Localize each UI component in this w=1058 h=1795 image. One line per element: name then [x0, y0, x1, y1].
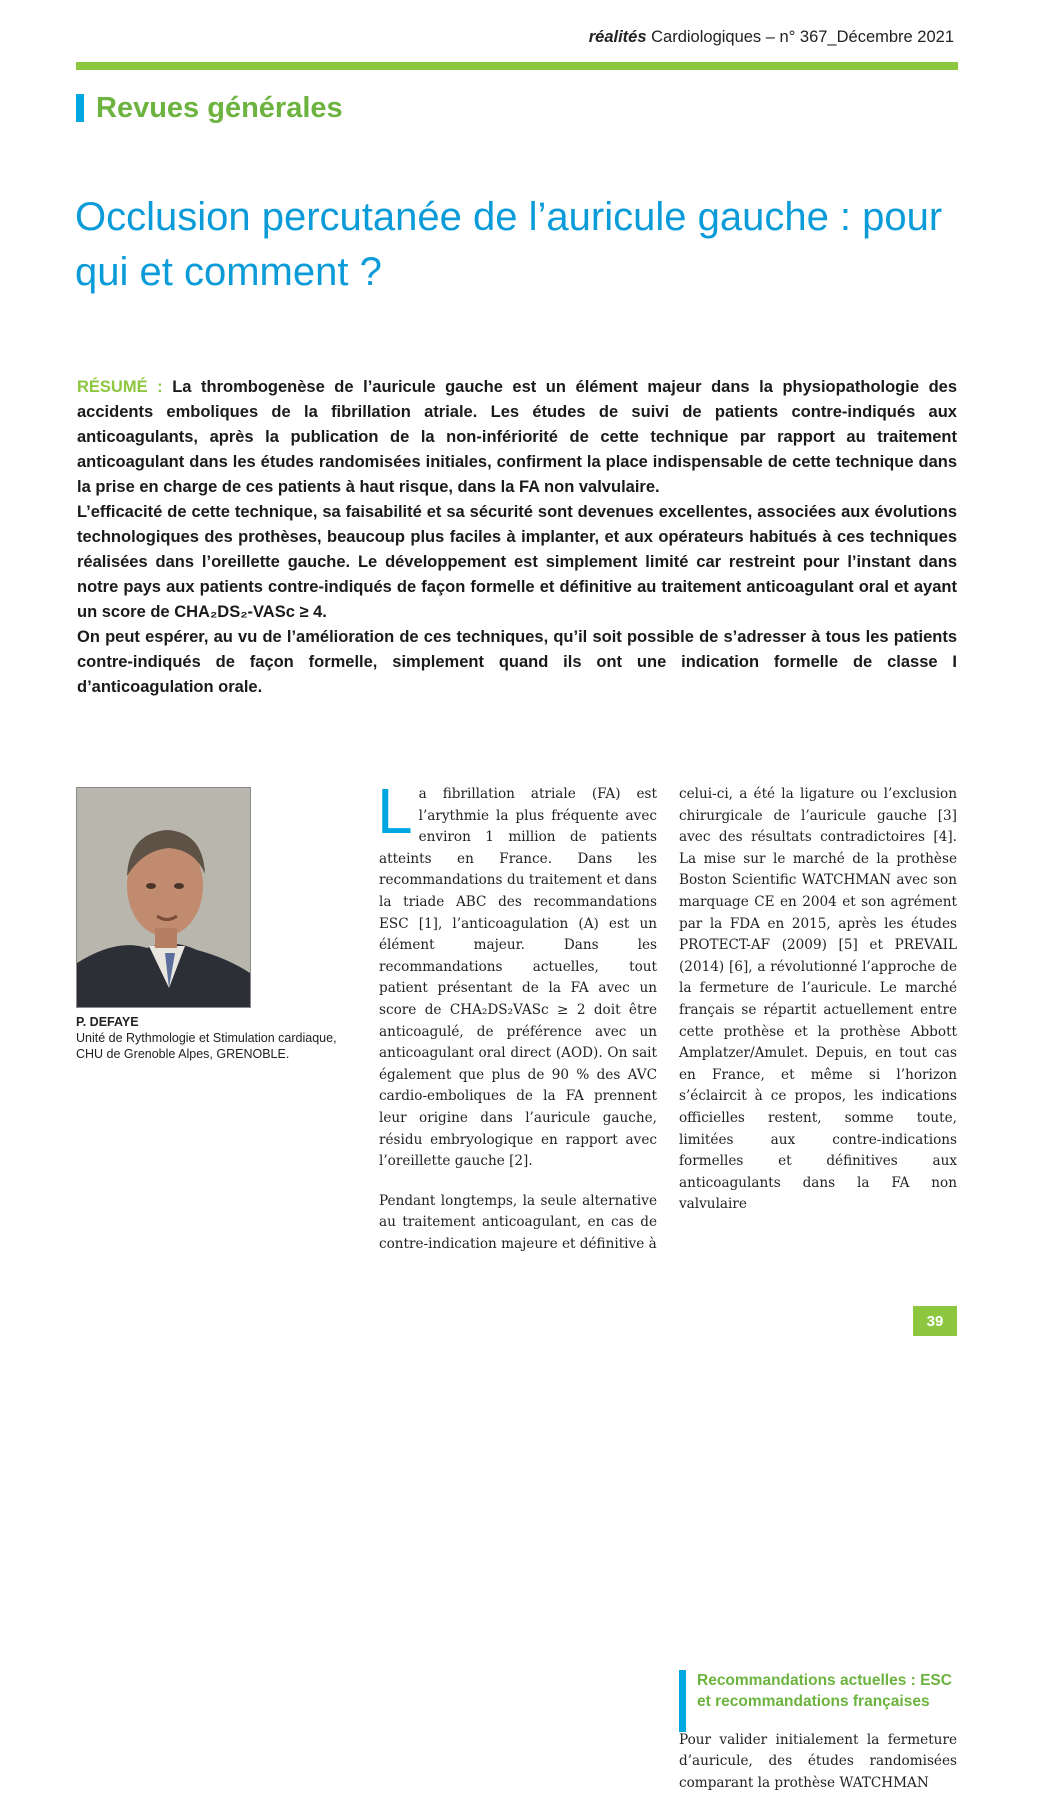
rubric-bar	[76, 94, 84, 122]
subheading-bar	[679, 1670, 686, 1732]
body-column-2	[679, 784, 957, 1795]
author-block	[76, 1014, 346, 1062]
author-photo	[76, 787, 251, 1008]
journal-issue: Cardiologiques – n° 367_Décembre 2021	[646, 28, 954, 46]
body-para-2: Pendant longtemps, la seule alternative au traitement anticoagulant, en cas de contre-indication majeure et définitive à	[379, 1192, 657, 1252]
author-name: P. DEFAYE	[76, 1015, 139, 1029]
body-para-2-continued: celui-ci, a été la ligature ou l’exclusion chirurgicale de l’auricule gauche [3] avec des résultats contradictoires [4]. La mise sur le marché de la prothèse Boston Scientific WATCHMAN avec son marquage CE en 2004 et son agrément par la FDA en 2015, après les études PROTECT-AF (2009) [5] et PREVAIL (2014) [6], a révolutionné l’approche de la fermeture de l’auricule. Le marché français se répartit actuellement entre cette prothèse et la prothèse Abbott Amplatzer/Amulet. Depuis, en tout cas en France, et même si l’horizon s’éclaircit à ce propos, les indications officielles restent, somme toute, limitées aux contre-indications formelles et définitives aux anticoagulants dans la FA non valvulaire	[679, 786, 957, 1213]
rubric-label: Revues générales	[96, 91, 343, 124]
drop-cap: L	[377, 775, 413, 847]
body-para-1: La fibrillation atriale (FA) est l’arythmie la plus fréquente avec environ 1 million de patients atteints en France. Dans les recommandations du traitement et dans la triade ABC des recommandations ESC [1], l’anticoagulation (A) est un élément majeur. Dans les recommandations actuelles, tout patient présentant de la FA avec un score de CHA₂DS₂VASc ≥ 2 doit être anticoagulé, de préférence avec un anticoagulant oral direct (AOD). On sait également que plus de 90 % des AVC cardio-emboliques de la FA prennent leur origine dans l’auricule gauche, résidu embryologique en rapport avec l’oreillette gauche [2].	[377, 775, 657, 1170]
section-rubric	[76, 92, 343, 124]
author-affiliation-2: CHU de Grenoble Alpes, GRENOBLE.	[76, 1047, 290, 1061]
body-para-3: Pour valider initialement la fermeture d’auricule, des études randomisées comparant la prothèse WATCHMAN	[679, 1731, 957, 1791]
abstract-para-3: On peut espérer, au vu de l’amélioration de ces techniques, qu’il soit possible de s’adresser à tous les patients contre-indiqués de façon formelle, simplement quand ils ont une indication formelle de classe I d’anticoagulation orale.	[77, 628, 957, 696]
section-subheading: Recommandations actuelles : ESC et recommandations françaises	[679, 1670, 957, 1712]
abstract-label: RÉSUMÉ :	[77, 378, 163, 396]
author-affiliation-1: Unité de Rythmologie et Stimulation cardiaque,	[76, 1031, 337, 1045]
article-title: Occlusion percutanée de l’auricule gauche : pour qui et comment ?	[75, 195, 943, 294]
author-portrait-image	[77, 788, 250, 1007]
abstract-para-1: RÉSUMÉ : La thrombogenèse de l’auricule gauche est un élément majeur dans la physiopathologie des accidents emboliques de la fibrillation atriale. Les études de suivi de patients contre-indiqués aux anticoagulants, après la publication de la non-infériorité de cette technique par rapport au traitement anticoagulant dans les études randomisées initiales, confirment la place indispensable de cette technique dans la prise en charge de ces patients à haut risque, dans la FA non valvulaire.	[77, 378, 958, 496]
header-rule	[76, 62, 958, 70]
abstract	[77, 375, 957, 700]
page-number: 39	[913, 1306, 957, 1336]
running-header	[589, 28, 954, 47]
body-column-1	[377, 775, 657, 1255]
journal-name: réalités	[588, 28, 647, 46]
abstract-para-2: L’efficacité de cette technique, sa faisabilité et sa sécurité sont devenues excellentes, associées aux évolutions technologiques des prothèses, beaucoup plus faciles à implanter, et aux opérateurs habitués à ces techniques réalisées dans l’oreillette gauche. Le développement est simplement limité car restreint pour l’instant dans notre pays aux patients contre-indiqués de façon formelle et définitive au traitement anticoagulant oral et ayant un score de CHA₂DS₂-VASc ≥ 4.	[77, 503, 957, 621]
